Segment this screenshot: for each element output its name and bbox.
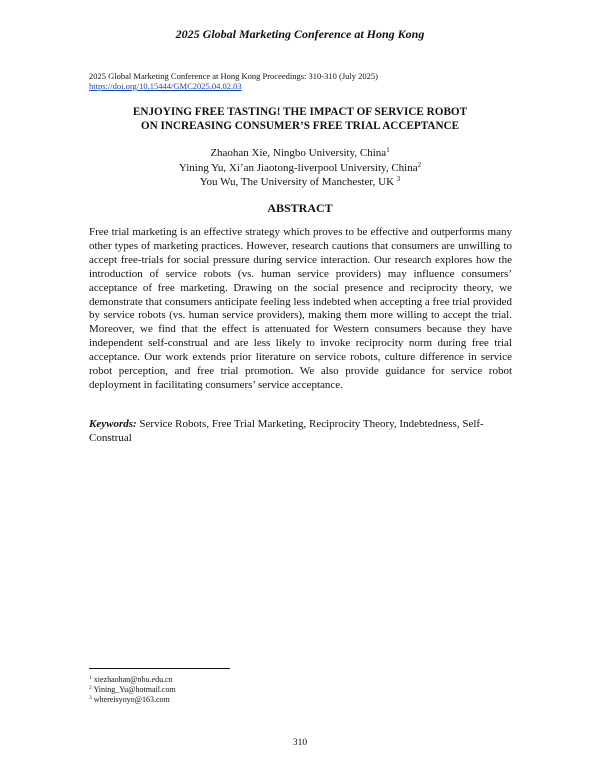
author-1 (0, 147, 600, 159)
footnote-1 (89, 675, 173, 685)
proceedings-citation: 2025 Global Marketing Conference at Hong Kong Proceedings: 310-310 (July 2025) (89, 71, 378, 81)
keywords (89, 417, 512, 445)
footnote-2 (89, 685, 176, 695)
author-2-footnote-mark: 2 (417, 161, 422, 169)
footnote-2-mark: 2 (89, 685, 92, 691)
author-2 (0, 162, 600, 174)
footnote-3 (89, 695, 170, 705)
footnote-3-email: whereisyoyo@163.com (91, 695, 170, 704)
author-3-text: You Wu, The University of Manchester, UK (199, 176, 397, 188)
doi-link[interactable]: https://doi.org/10.15444/GMC2025.04.02.03 (89, 81, 242, 91)
author-2-text: Yining Yu, Xi’an Jiaotong-liverpool University, China (178, 162, 418, 174)
keywords-label: Keywords: (89, 418, 137, 430)
footnote-3-mark: 3 (89, 695, 92, 701)
footnote-2-email: Yining_Yu@hotmail.com (91, 685, 176, 694)
author-3-footnote-mark: 3 (396, 175, 401, 183)
author-3 (0, 176, 600, 188)
paper-title-line-1: ENJOYING FREE TASTING! THE IMPACT OF SERVICE ROBOT (132, 106, 468, 118)
running-header: 2025 Global Marketing Conference at Hong Kong (175, 27, 425, 41)
paper-title-line-2: ON INCREASING CONSUMER’S FREE TRIAL ACCEPTANCE (140, 119, 460, 132)
author-1-text: Zhaohan Xie, Ningbo University, China (210, 147, 387, 159)
paper-title (60, 106, 540, 133)
abstract-body: Free trial marketing is an effective strategy which proves to be effective and outperforms many other types of marketing practices. However, research cautions that consumers are unwilling to accept free-trials for social pressure during service interaction. Our research explores how the introduction of service robots (vs. human service providers) may influence consumers’ acceptance of free marketing. Drawing on the social presence and reciprocity theory, we demonstrate that consumers anticipate feeling less indebted when accepting a free trial provided by service robots (vs. human service providers), making them more willing to accept the trial. Moreover, we find that the effect is attenuated for Western consumers because they have independent self-construal and are less likely to invoke reciprocity norm during free trial acceptance. Our work extends prior literature on service robots, culture difference in service robot perception, and free trial promotion. We also provide guidance for service robot deployment in facilitating consumers’ service acceptance. (89, 226, 512, 391)
keywords-list: Service Robots, Free Trial Marketing, Reciprocity Theory, Indebtedness, Self-Construal (89, 418, 484, 444)
page-number: 310 (292, 738, 308, 748)
footnote-1-mark: 1 (89, 675, 92, 681)
author-1-footnote-mark: 1 (386, 146, 390, 154)
footnote-divider (89, 668, 230, 669)
abstract-heading: ABSTRACT (267, 201, 333, 215)
footnote-1-email: xiezhaohan@nbu.edu.cn (91, 675, 173, 684)
